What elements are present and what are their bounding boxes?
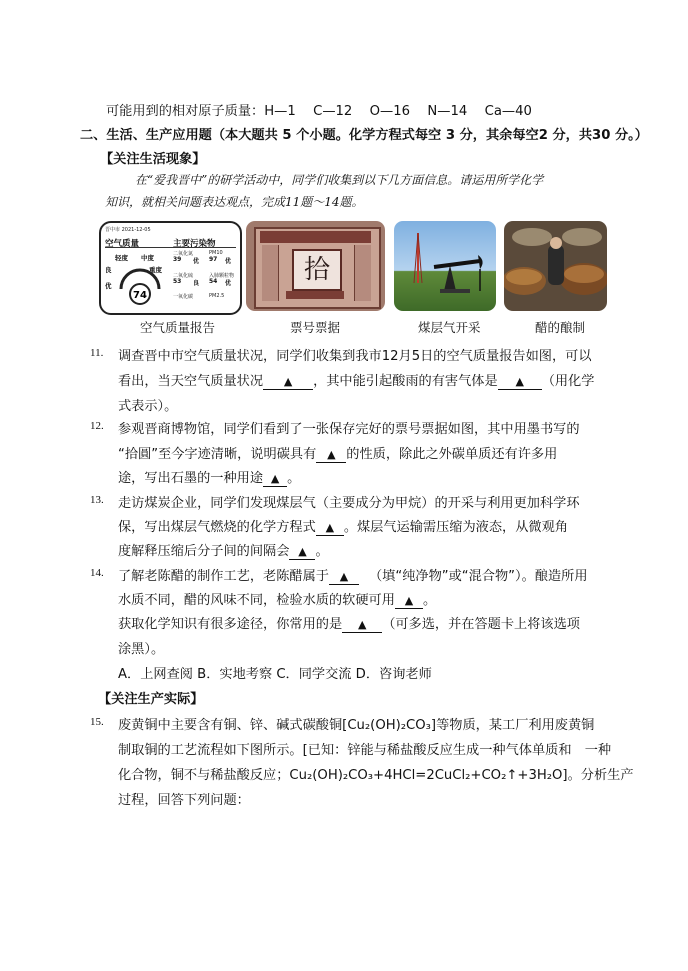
q11-blank-2[interactable]: ▲ — [498, 375, 542, 390]
gas-mining-photo — [394, 221, 496, 311]
q11-line-2: 看出，当天空气质量状况 ▲ ，其中能引起酸雨的有害气体是 ▲ （用化学 — [118, 374, 595, 389]
q11-line-1: 调查晋中市空气质量状况，同学们收集到我市12月5日的空气质量报告如图，可以 — [118, 349, 592, 364]
q12-line-2: “拾圓”至今字迹清晰，说明碳具有 ▲ 的性质，除此之外碳单质还有许多用 — [118, 447, 558, 462]
q14-options: A．上网查阅 B．实地考察 C．同学交流 D．咨询老师 — [118, 667, 432, 682]
caption-air-quality: 空气质量报告 — [140, 320, 216, 335]
life-heading: 【关注生活现象】 — [100, 152, 206, 167]
aq-title: 空气质量 — [105, 239, 140, 249]
aq-pollutants-title: 主要污染物 — [173, 239, 216, 249]
aq-gauge-icon — [115, 261, 165, 311]
q14-blank-2[interactable]: ▲ — [395, 594, 423, 609]
intro-line-1: 在“爱我晋中”的研学活动中，同学们收集到以下几方面信息。请运用所学化学 — [135, 173, 544, 187]
q14-line-1: 了解老陈醋的制作工艺，老陈醋属于 ▲ （填“纯净物”或“混合物”）。酿造所用 — [118, 569, 588, 584]
q11-line-3: 式表示）。 — [118, 399, 178, 414]
pumpjack-icon — [394, 221, 496, 311]
caption-gas-mining: 煤层气开采 — [418, 320, 481, 335]
vinegar-jars-icon — [504, 221, 607, 311]
q14-blank-3[interactable]: ▲ — [342, 618, 382, 633]
q12-number: 12. — [90, 420, 104, 432]
section-title: 二、生活、生产应用题（本大题共 5 个小题。化学方程式每空 3 分，其余每空2 分，共30 分。） — [80, 128, 648, 143]
q11-number: 11. — [90, 347, 104, 359]
q14-blank-1[interactable]: ▲ — [329, 570, 359, 585]
q13-blank-1[interactable]: ▲ — [316, 521, 344, 536]
q14-line-4: 涂黑）。 — [118, 642, 165, 657]
q11-blank-1[interactable]: ▲ — [263, 375, 313, 390]
intro-line-2: 知识，就相关问题表达观点，完成11题～14题。 — [105, 195, 364, 209]
q14-line-3: 获取化学知识有很多途径，你常用的是 ▲ （可多选，并在答题卡上将该选项 — [118, 617, 580, 632]
q13-number: 13. — [90, 494, 104, 506]
q12-blank-2[interactable]: ▲ — [263, 472, 287, 487]
atomic-masses-line: 可能用到的相对原子质量：H—1 C—12 O—16 N—14 Ca—40 — [106, 104, 532, 119]
q15-line-2: 制取铜的工艺流程如下图所示。[已知：锌能与稀盐酸反应生成一种气体单质和 一种 — [118, 743, 612, 758]
svg-text:74: 74 — [133, 290, 147, 301]
receipt-photo — [246, 221, 385, 311]
receipt-stamp: 拾 — [292, 249, 342, 291]
q15-number: 15. — [90, 716, 104, 728]
q15-line-1: 废黄铜中主要含有铜、锌、碱式碳酸铜[Cu₂(OH)₂CO₃]等物质，某工厂利用废黄铜 — [118, 718, 595, 733]
caption-vinegar: 醋的酿制 — [535, 320, 586, 335]
vinegar-brewing-photo — [504, 221, 607, 311]
q14-line-2: 水质不同，醋的风味不同，检验水质的软硬可用 ▲ 。 — [118, 593, 437, 608]
q14-number: 14. — [90, 567, 104, 579]
caption-receipt: 票号票据 — [290, 320, 341, 335]
q13-line-1: 走访煤炭企业，同学们发现煤层气（主要成分为甲烷）的开采与利用更加科学环 — [118, 496, 580, 511]
q12-line-3: 途，写出石墨的一种用途 ▲ 。 — [118, 471, 301, 486]
q15-line-3: 化合物，铜不与稀盐酸反应；Cu₂(OH)₂CO₃+4HCl=2CuCl₂+CO₂↑+3H₂O]。分析生产 — [118, 768, 634, 783]
q13-line-3: 度解释压缩后分子间的间隔会 ▲ 。 — [118, 544, 329, 559]
air-quality-report-card: 晋中市 2021-12-05 空气质量 主要污染物 轻度 中度 良 重度 优 74 二氧化氮 PM10 39 优 97 优 二氧化硫 入肺颗粒物 53 良 54 优 一氧化碳 PM2.5 — [99, 221, 242, 315]
q12-line-1: 参观晋商博物馆，同学们看到了一张保存完好的票号票据如图，其中用墨书写的 — [118, 422, 580, 437]
q15-line-4: 过程，回答下列问题： — [118, 793, 250, 808]
q13-blank-2[interactable]: ▲ — [289, 545, 315, 560]
production-heading: 【关注生产实际】 — [98, 692, 204, 707]
q12-blank-1[interactable]: ▲ — [316, 448, 346, 463]
q13-line-2: 保，写出煤层气燃烧的化学方程式 ▲ 。煤层气运输需压缩为液态，从微观角 — [118, 520, 568, 535]
